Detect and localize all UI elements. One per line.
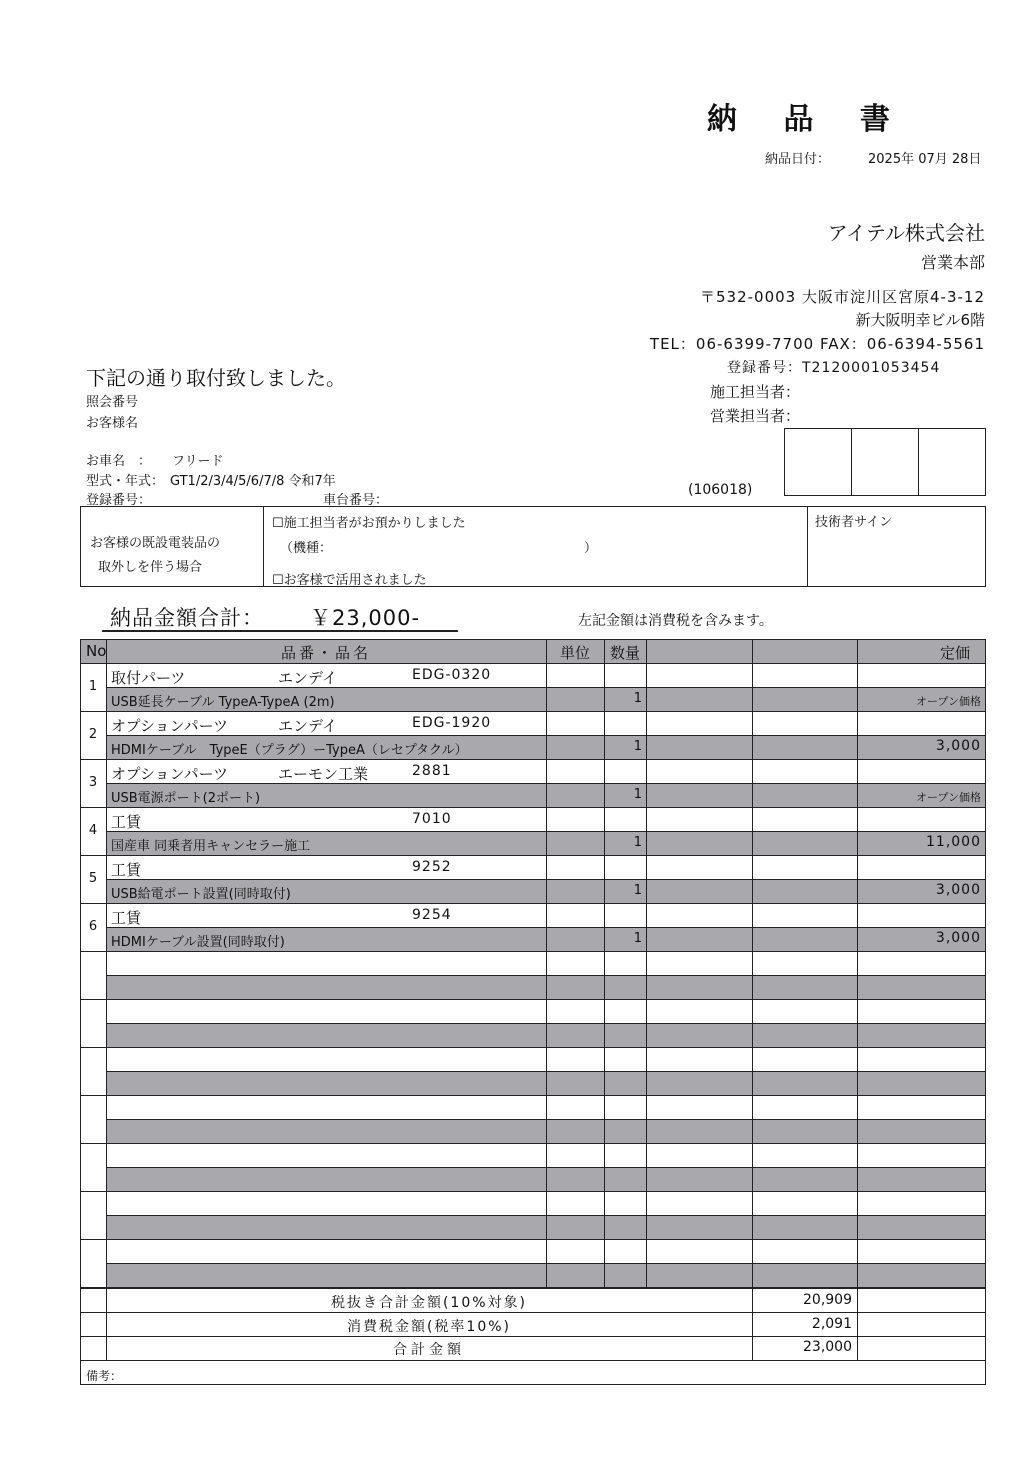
company-tel-fax: TEL：06-6399-7700 FAX：06-6394-5561	[649, 335, 985, 353]
row-code: 9252	[412, 859, 452, 875]
row-code: EDG-0320	[412, 667, 492, 683]
grand-total-value: 23,000	[803, 1339, 852, 1355]
row-price: 11,000	[926, 834, 981, 850]
row-price: 3,000	[935, 738, 981, 754]
company-department: 営業本部	[920, 253, 985, 272]
row-qty: 1	[633, 883, 642, 898]
subtotal-value: 20,909	[803, 1292, 852, 1308]
header-unit: 単位	[559, 644, 590, 662]
row-price: 3,000	[935, 882, 981, 898]
row-qty: 1	[633, 691, 642, 706]
row-name: USB電源ポート(2ポート)	[111, 791, 261, 806]
row-number: 1	[88, 679, 98, 694]
tax-label: 消費税金額(税率10%)	[346, 1319, 512, 1335]
company-address: 〒532-0003 大阪市淀川区宮原4-3-12	[700, 288, 985, 306]
row-category: オプションパーツ	[111, 765, 229, 783]
total-amount: ￥23,000-	[310, 606, 421, 630]
delivery-date-label: 納品日付：	[765, 152, 831, 167]
vehicle-model: GT1/2/3/4/5/6/7/8 令和7年	[170, 474, 336, 489]
vehicle-registration-label: 登録番号：	[86, 493, 152, 508]
document-title: 納 品 書	[707, 102, 908, 137]
row-price: オープン価格	[915, 791, 981, 804]
row-number: 6	[88, 919, 98, 934]
row-number: 2	[88, 727, 98, 742]
customer-label: お客様名	[86, 416, 139, 431]
tax-note: 左記金額は消費税を含みます。	[578, 613, 773, 629]
row-number: 3	[88, 775, 98, 790]
total-label: 納品金額合計：	[110, 606, 264, 630]
removal-option-installer: ☐施工担当者がお預かりしました	[272, 516, 466, 531]
row-name: HDMIケーブル TypeE（プラグ）ーTypeA（レセプタクル）	[111, 743, 468, 758]
row-maker: エーモン工業	[278, 765, 369, 783]
row-category: 取付パーツ	[111, 669, 186, 687]
vehicle-code: (106018)	[688, 482, 753, 498]
delivery-date: 2025年 07月 28日	[868, 152, 982, 167]
row-category: 工賃	[111, 909, 142, 927]
device-label: （機種：	[280, 541, 333, 556]
row-maker: エンデイ	[278, 669, 337, 687]
row-category: オプションパーツ	[111, 717, 229, 735]
row-number: 4	[88, 823, 98, 838]
vehicle-name-label: お車名 ：	[86, 454, 152, 469]
row-qty: 1	[633, 931, 642, 946]
company-building: 新大阪明幸ビル6階	[855, 311, 985, 329]
intro-text: 下記の通り取付致しました。	[86, 366, 346, 390]
sales-label: 営業担当者：	[710, 407, 801, 425]
removal-label-2: 取外しを伴う場合	[98, 560, 203, 575]
chassis-number-label: 車台番号：	[323, 493, 389, 508]
row-qty: 1	[633, 787, 642, 802]
row-category: 工賃	[111, 861, 142, 879]
grand-total-label: 合計金額	[393, 1342, 465, 1358]
header-no: No	[86, 642, 107, 660]
row-name: 国産車 同乗者用キャンセラー施工	[111, 839, 311, 854]
device-close: ）	[584, 541, 598, 556]
row-qty: 1	[633, 835, 642, 850]
stamp-boxes	[784, 428, 986, 496]
tax-value: 2,091	[811, 1316, 852, 1332]
reference-label: 照会番号	[86, 395, 139, 410]
row-name: HDMIケーブル設置(同時取付)	[111, 935, 285, 950]
row-qty: 1	[633, 739, 642, 754]
row-maker: エンデイ	[278, 717, 337, 735]
remarks-label: 備考：	[86, 1369, 123, 1383]
row-code: 7010	[412, 811, 452, 827]
installer-label: 施工担当者：	[710, 383, 801, 401]
vehicle-model-label: 型式・年式：	[86, 474, 165, 489]
company-registration: 登録番号：T2120001053454	[727, 360, 941, 376]
row-code: 2881	[412, 763, 452, 779]
row-price: オープン価格	[915, 695, 981, 708]
header-item: 品番・品名	[280, 644, 371, 662]
subtotal-label: 税抜き合計金額(10%対象)	[330, 1295, 528, 1311]
row-category: 工賃	[111, 813, 142, 831]
technician-signature-label: 技術者サイン	[815, 515, 893, 530]
row-code: EDG-1920	[412, 715, 492, 731]
row-name: USB給電ポート設置(同時取付)	[111, 887, 291, 902]
removal-label-1: お客様の既設電装品の	[90, 536, 221, 551]
row-number: 5	[88, 871, 98, 886]
header-qty: 数量	[609, 644, 640, 662]
vehicle-name: フリード	[172, 454, 224, 469]
removal-option-customer: ☐お客様で活用されました	[272, 573, 427, 588]
header-price: 定価	[939, 644, 970, 662]
company-name: アイテル株式会社	[827, 221, 985, 245]
row-price: 3,000	[935, 930, 981, 946]
row-name: USB延長ケーブル TypeA-TypeA (2m)	[111, 695, 335, 710]
row-code: 9254	[412, 907, 452, 923]
